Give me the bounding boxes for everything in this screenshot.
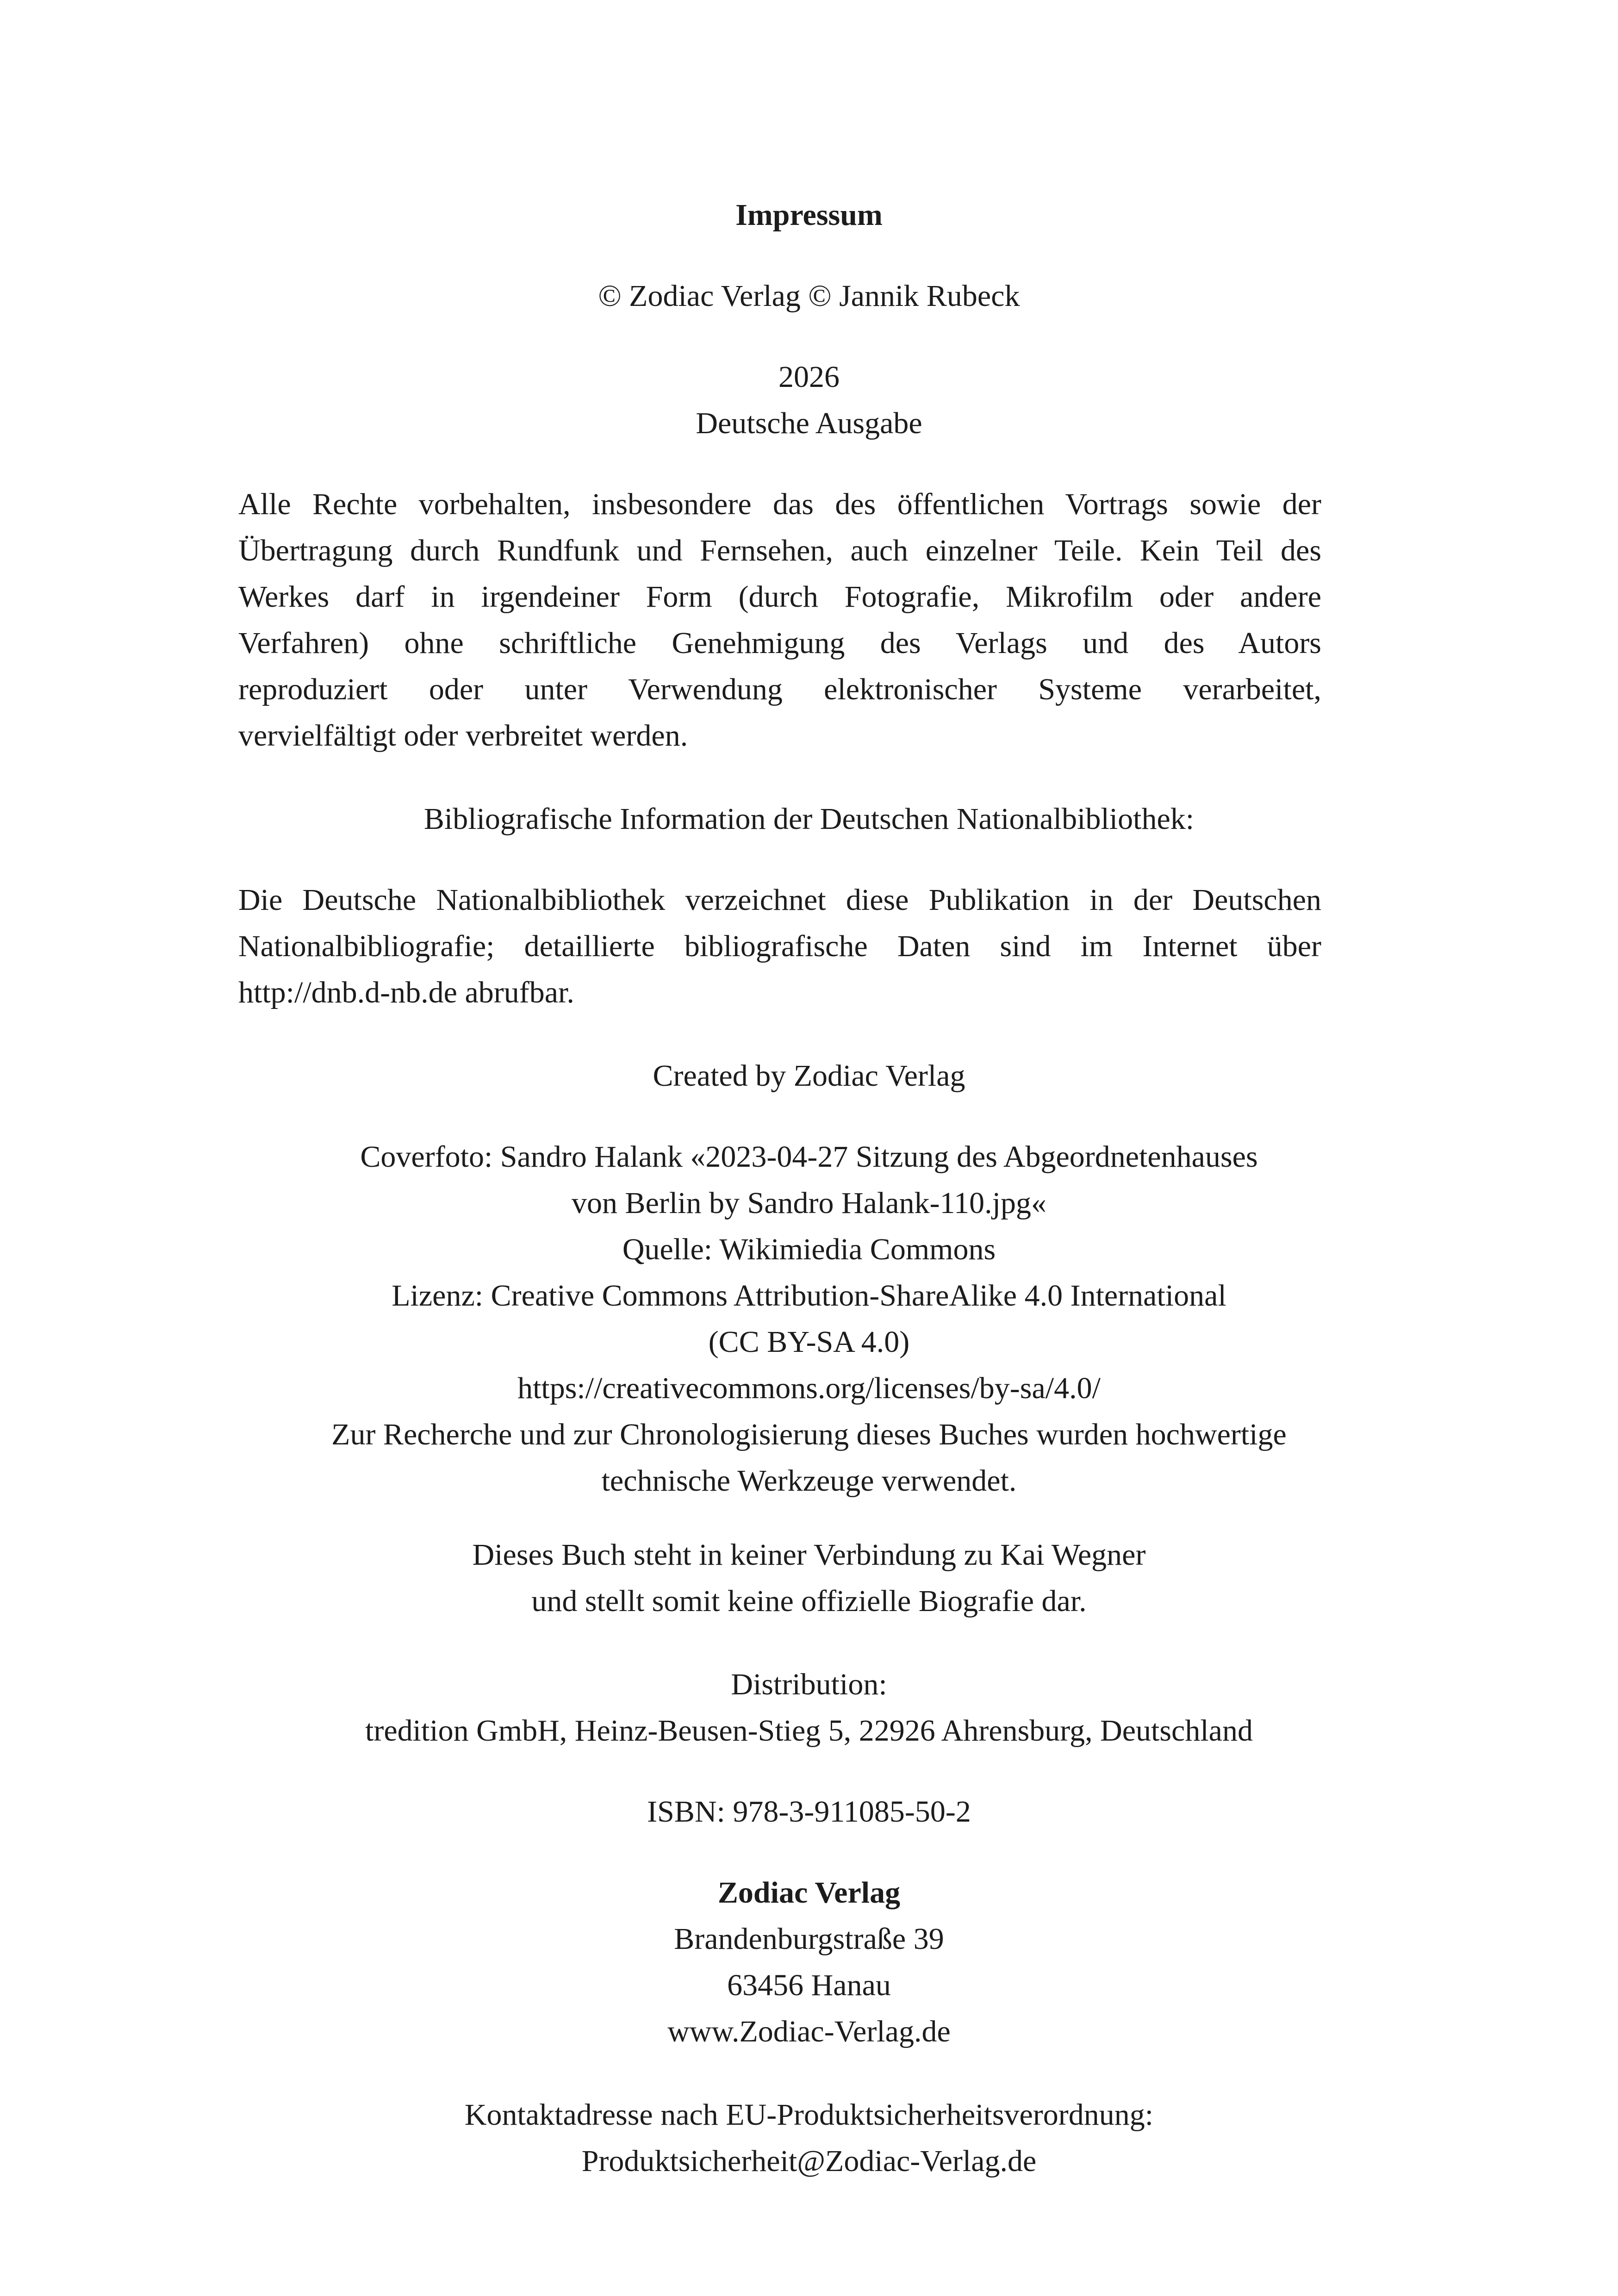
year-line: 2026: [778, 360, 840, 394]
distribution-address: tredition GmbH, Heinz-Beusen-Stieg 5, 22926 Ahrensburg, Deutschland: [365, 1714, 1253, 1748]
cover-credit-line: Quelle: Wikimiedia Commons: [622, 1232, 996, 1266]
publisher-name: Zodiac Verlag: [717, 1876, 901, 1910]
publisher-street: Brandenburgstraße 39: [674, 1922, 944, 1956]
publisher-city: 63456 Hanau: [727, 1968, 891, 2002]
created-by-block: [0, 1053, 1618, 1099]
biblio-line: http://dnb.d-nb.de abrufbar.: [238, 976, 574, 1009]
rights-line: Verfahren) ohne schriftliche Genehmigung des Verlags und des Autors: [238, 626, 1321, 660]
rights-line: Alle Rechte vorbehalten, insbesondere das des öffentlichen Vortrags sowie der: [238, 487, 1321, 521]
disclaimer-block: [0, 1532, 1618, 1624]
isbn-block: [0, 1789, 1618, 1835]
distribution-label: Distribution:: [731, 1668, 887, 1701]
created-by-line: Created by Zodiac Verlag: [653, 1059, 965, 1093]
publisher-website: www.Zodiac-Verlag.de: [667, 2015, 951, 2048]
rights-line: Übertragung durch Rundfunk und Fernsehen, auch einzelner Teile. Kein Teil des: [238, 534, 1321, 567]
contact-block: [0, 2092, 1618, 2184]
edition-line: Deutsche Ausgabe: [696, 406, 922, 440]
distribution-block: [0, 1661, 1618, 1754]
rights-paragraph: [238, 481, 1321, 759]
biblio-line: Nationalbibliografie; detaillierte bibliografische Daten sind im Internet über: [238, 929, 1321, 963]
cover-credit-line: (CC BY-SA 4.0): [708, 1325, 910, 1359]
cover-credits-block: [0, 1134, 1618, 1504]
cover-credit-line: Zur Recherche und zur Chronologisierung dieses Buches wurden hochwertige: [331, 1418, 1287, 1451]
rights-line: Werkes darf in irgendeiner Form (durch Fotografie, Mikrofilm oder andere: [238, 580, 1321, 614]
cover-credit-line: Coverfoto: Sandro Halank «2023-04-27 Sitzung des Abgeordnetenhauses: [360, 1140, 1258, 1174]
edition-block: [0, 354, 1618, 447]
rights-line: vervielfältigt oder verbreitet werden.: [238, 719, 688, 753]
biblio-paragraph: [238, 877, 1321, 1016]
contact-email: Produktsicherheit@Zodiac-Verlag.de: [581, 2144, 1037, 2178]
biblio-heading: Bibliografische Information der Deutschen Nationalbibliothek:: [423, 802, 1195, 836]
cover-credit-line: https://creativecommons.org/licenses/by-sa/4.0/: [517, 1371, 1101, 1405]
publisher-block: [0, 1870, 1618, 2055]
copyright-block: [0, 273, 1618, 319]
rights-line: reproduziert oder unter Verwendung elektronischer Systeme verarbeitet,: [238, 672, 1321, 706]
copyright-line: © Zodiac Verlag © Jannik Rubeck: [598, 279, 1020, 313]
disclaimer-line: Dieses Buch steht in keiner Verbindung zu Kai Wegner: [472, 1538, 1146, 1572]
biblio-line: Die Deutsche Nationalbibliothek verzeichnet diese Publikation in der Deutschen: [238, 883, 1321, 917]
imprint-heading-block: [0, 192, 1618, 238]
isbn-line: ISBN: 978-3-911085-50-2: [647, 1795, 971, 1829]
cover-credit-line: Lizenz: Creative Commons Attribution-ShareAlike 4.0 International: [392, 1279, 1226, 1313]
page-title: Impressum: [735, 198, 883, 232]
disclaimer-line: und stellt somit keine offizielle Biografie dar.: [531, 1584, 1087, 1618]
cover-credit-line: von Berlin by Sandro Halank-110.jpg«: [572, 1186, 1046, 1220]
contact-label: Kontaktadresse nach EU-Produktsicherheitsverordnung:: [464, 2098, 1154, 2132]
biblio-heading-block: [0, 796, 1618, 842]
cover-credit-line: technische Werkzeuge verwendet.: [601, 1464, 1017, 1498]
